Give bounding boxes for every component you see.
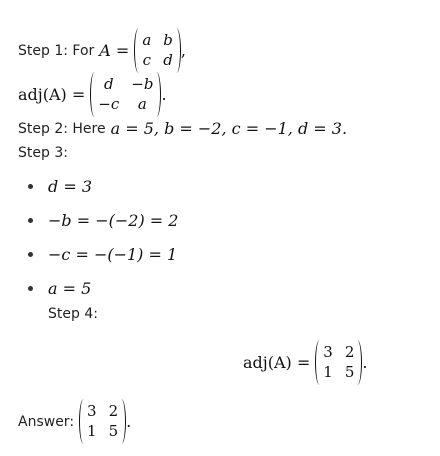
bullet-icon	[28, 286, 33, 291]
matrix-adj-result-cell: 3	[323, 343, 333, 361]
step2-label: Step 2: Here	[18, 120, 106, 137]
matrix-answer-cell: 1	[87, 422, 97, 440]
bullet-icon	[28, 184, 33, 189]
matrix-adj-general	[90, 75, 161, 114]
matrix-adj-result-cell: 5	[344, 363, 355, 381]
matrix-adj-result-cell: 1	[323, 363, 333, 381]
matrix-A-cell: c	[142, 51, 151, 69]
matrix-answer-cell: 2	[108, 402, 119, 420]
step3-item	[48, 211, 178, 230]
matrix-adj-general-cell: −c	[98, 95, 120, 113]
step1-lhs: A =	[99, 41, 130, 60]
step1-label: Step 1: For	[18, 42, 95, 59]
step4-label-line	[48, 306, 98, 322]
matrix-adj-general-cell: d	[103, 75, 114, 93]
step4-lhs: adj(A) =	[243, 353, 311, 372]
step3-item-text: d = 3	[48, 177, 92, 196]
step3-item-text: −b = −(−2) = 2	[48, 211, 179, 230]
adj-general-line	[18, 75, 167, 114]
matrix-answer-cell: 5	[108, 422, 119, 440]
step2-line	[18, 119, 347, 138]
matrix-adj-result	[315, 343, 362, 382]
step3-item	[48, 279, 91, 298]
step3-item-text: −c = −(−1) = 1	[48, 245, 178, 264]
answer-label: Answer:	[18, 413, 75, 430]
adj-general-lhs: adj(A) =	[18, 85, 86, 104]
step4-label: Step 4:	[48, 306, 98, 322]
matrix-A-cell: d	[163, 51, 173, 69]
matrix-adj-result-cell: 2	[344, 343, 355, 361]
matrix-answer	[79, 402, 126, 441]
step4-equation	[243, 343, 367, 382]
step1-line	[18, 31, 186, 70]
step3-label: Step 3:	[18, 145, 68, 161]
step3-item-text: a = 5	[48, 279, 92, 298]
matrix-adj-general-cell: a	[137, 95, 147, 113]
matrix-answer-cell: 3	[87, 402, 97, 420]
step2-values: a = 5, b = −2, c = −1, d = 3.	[110, 119, 348, 138]
answer-line	[18, 402, 131, 441]
step3-item	[48, 245, 177, 264]
step4-trail: .	[362, 353, 368, 372]
step3-line	[18, 145, 68, 161]
matrix-A-cell: b	[163, 31, 173, 49]
adj-general-trail: .	[161, 85, 167, 104]
answer-trail: .	[126, 412, 132, 431]
bullet-icon	[28, 218, 33, 223]
matrix-A-cell: a	[142, 31, 152, 49]
matrix-A	[134, 31, 181, 70]
step3-item	[48, 177, 92, 196]
matrix-adj-general-cell: −b	[131, 75, 154, 93]
step1-trail: ,	[180, 41, 186, 60]
bullet-icon	[28, 252, 33, 257]
